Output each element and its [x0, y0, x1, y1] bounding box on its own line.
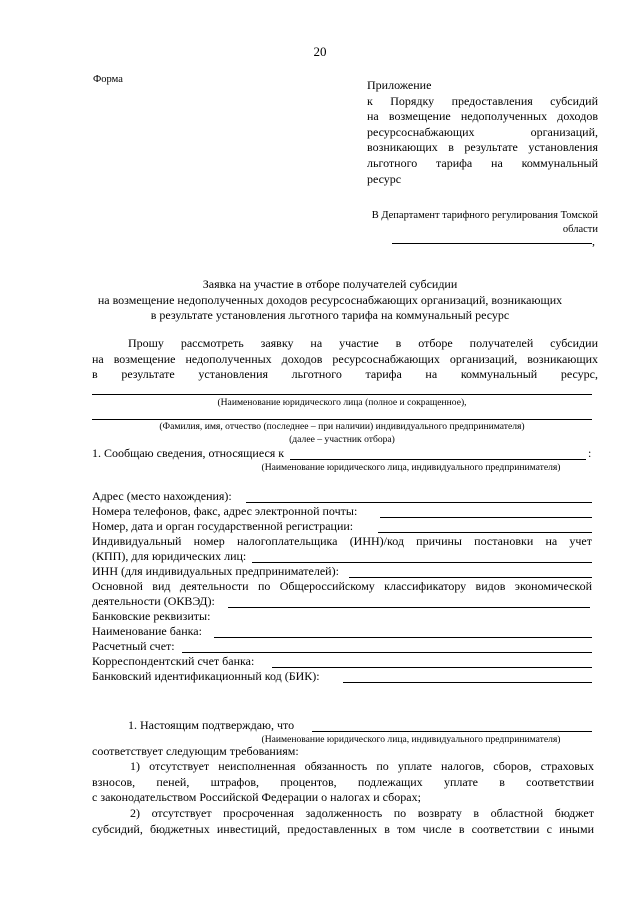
field-inn-ip-label: ИНН (для индивидуальных предпринимателей):: [92, 564, 339, 578]
field-address-label: Адрес (место нахождения):: [92, 489, 232, 503]
field-okved-label-line2: деятельности (ОКВЭД):: [92, 594, 215, 608]
field-registration-label: Номер, дата и орган государственной регистрации:: [92, 519, 354, 533]
participant-caption: (далее – участник отбора): [289, 434, 395, 445]
requirement-1-line: взносов, пеней, штрафов, процентов, подлежащих уплате в соответствии: [92, 774, 594, 789]
appendix-line: ресурсоснабжающих организаций,: [367, 124, 598, 139]
field-corr-account-input[interactable]: [272, 667, 592, 668]
inn-line1-text: Индивидуальный номер налогоплательщика (ИНН)/код причины постановки на учет: [92, 534, 592, 548]
addressee-block: [340, 209, 598, 237]
section1-lead: 1. Сообщаю сведения, относящиеся к: [92, 446, 285, 460]
title-line: в результате установления льготного тарифа на коммунальный ресурс: [150, 308, 510, 323]
field-bank-details-label: Банковские реквизиты:: [92, 609, 211, 623]
title-line: на возмещение недополученных доходов ресурсоснабжающих организаций, возникающих: [97, 292, 563, 307]
field-inn-input[interactable]: [252, 562, 592, 563]
field-account-label: Расчетный счет:: [92, 639, 175, 653]
appendix-line: возникающих в результате установления: [367, 140, 598, 155]
field-okved-input[interactable]: [228, 607, 590, 608]
field-phones-label: Номера телефонов, факс, адрес электронной почты:: [92, 504, 358, 518]
field-okved-label-line1: [92, 579, 592, 594]
confirm-fill-line[interactable]: [312, 731, 592, 732]
requirement-2: [92, 806, 594, 837]
ip-name-caption: (Фамилия, имя, отчество (последнее – при наличии) индивидуального предпринимателя): [159, 421, 525, 432]
appendix-line: к Порядку предоставления субсидий: [367, 93, 598, 108]
field-bik-label: Банковский идентификационный код (БИК):: [92, 669, 320, 683]
addressee-comma: ,: [592, 234, 595, 248]
requirement-1-line: с законодательством Российской Федерации о налогах и сборах;: [92, 790, 421, 804]
field-corr-account-label: Корреспондентский счет банка:: [92, 654, 255, 668]
request-line: на возмещение недополученных доходов ресурсоснабжающих организаций, возникающих: [92, 351, 598, 366]
requirement-1: [92, 759, 594, 806]
section1-fill-line[interactable]: [290, 459, 586, 460]
section1-colon: :: [588, 446, 592, 460]
org-name-fill-line[interactable]: [92, 394, 592, 395]
addressee-line1: В Департамент тарифного регулирования Томской: [371, 210, 598, 221]
ip-name-fill-line[interactable]: [92, 419, 592, 420]
requirement-2-line: субсидий, бюджетных инвестиций, предоставленных в том числе в соответствии с иными: [92, 821, 594, 836]
appendix-line: Приложение: [367, 78, 432, 92]
form-label: Форма: [93, 74, 123, 85]
addressee-line2: области: [562, 224, 598, 235]
org-name-caption: (Наименование юридического лица (полное и сокращенное),: [217, 397, 467, 408]
appendix-line: льготного тарифа на коммунальный: [367, 155, 598, 170]
field-registration-input[interactable]: [378, 532, 592, 533]
field-inn-label-line1: [92, 534, 592, 549]
appendix-block: [367, 78, 598, 187]
requirement-2-line: 2) отсутствует просроченная задолженность по возврату в областной бюджет: [130, 806, 594, 820]
field-address-input[interactable]: [246, 502, 592, 503]
okved-line1-text: Основной вид деятельности по Общероссийскому классификатору видов экономической: [92, 579, 592, 593]
application-title: [30, 277, 630, 324]
request-line: в результате установления льготного тарифа на коммунальный ресурс,: [92, 367, 598, 381]
request-line: Прошу рассмотреть заявку на участие в отборе получателей субсидии: [128, 336, 598, 350]
addressee-fill-line[interactable]: [392, 243, 592, 244]
field-inn-ip-input[interactable]: [349, 577, 592, 578]
confirm-caption: (Наименование юридического лица, индивидуального предпринимателя): [261, 734, 561, 745]
field-phones-input[interactable]: [380, 517, 592, 518]
page-number: 20: [313, 44, 327, 59]
field-inn-label-line2: (КПП), для юридических лиц:: [92, 549, 247, 563]
field-bank-name-label: Наименование банка:: [92, 624, 202, 638]
confirm-lead: 1. Настоящим подтверждаю, что: [128, 718, 295, 732]
field-bik-input[interactable]: [343, 682, 592, 683]
section1-caption: (Наименование юридического лица, индивидуального предпринимателя): [261, 462, 561, 473]
requirement-1-line: 1) отсутствует неисполненная обязанность по уплате налогов, сборов, страховых: [130, 759, 594, 773]
field-bank-name-input[interactable]: [214, 637, 592, 638]
request-paragraph: [92, 336, 598, 383]
title-line: Заявка на участие в отборе получателей субсидии: [202, 277, 458, 291]
requirements-intro: соответствует следующим требованиям:: [92, 744, 299, 758]
appendix-line: на возмещение недополученных доходов: [367, 109, 598, 124]
appendix-line: ресурс: [367, 171, 402, 186]
field-account-input[interactable]: [182, 652, 592, 653]
